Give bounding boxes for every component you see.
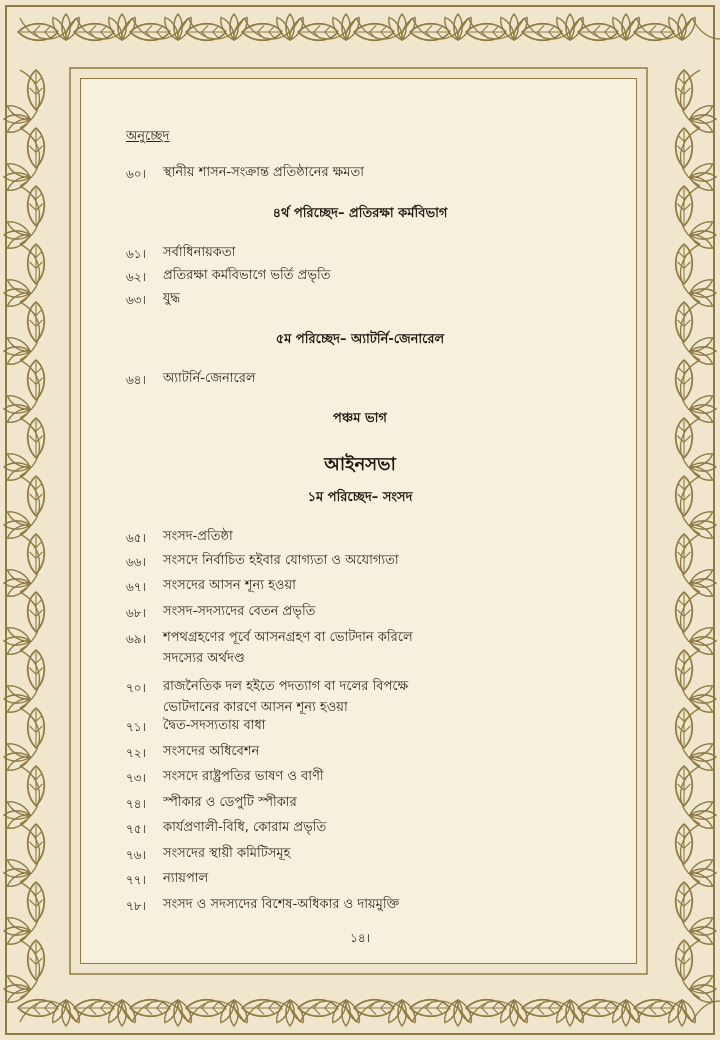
chapter-heading: ৪র্থ পরিচ্ছেদ– প্রতিরক্ষা কর্মবিভাগ: [272, 206, 448, 221]
item-text: রাজনৈতিক দল হইতে পদত্যাগ বা দলের বিপক্ষে: [163, 679, 409, 694]
item-number: ৭৪।: [126, 797, 146, 811]
item-text: স্পীকার ও ডেপুটি স্পীকার: [163, 795, 297, 810]
item-text: অ্যাটর্নি-জেনারেল: [163, 371, 256, 386]
item-number: ৬০।: [126, 167, 146, 181]
item-text: সংসদ-প্রতিষ্ঠা: [163, 529, 233, 544]
item-text: শপথগ্রহণের পূর্বে আসনগ্রহণ বা ভোটদান করিলে: [163, 630, 413, 645]
item-text: যুদ্ধ: [163, 291, 181, 306]
item-number: ৭৫।: [126, 822, 146, 836]
item-text: স্থানীয় শাসন-সংক্রান্ত প্রতিষ্ঠানের ক্ষমতা: [163, 165, 365, 180]
item-text: সংসদের আসন শূন্য হওয়া: [163, 578, 296, 593]
part-heading: পঞ্চম ভাগ: [333, 411, 387, 426]
item-text: সংসদের অধিবেশন: [163, 744, 260, 759]
item-text: দ্বৈত-সদস্যতায় বাধা: [163, 718, 266, 733]
item-text: সংসদ ও সদস্যদের বিশেষ-অধিকার ও দায়মুক্তি: [163, 897, 400, 912]
item-number: ৬৫।: [126, 531, 146, 545]
item-number: ৭৩।: [126, 771, 146, 785]
item-text-continued: ভোটদানের কারণে আসন শূন্য হওয়া: [163, 700, 348, 715]
item-number: ৭৭।: [126, 873, 146, 887]
item-number: ৬১।: [126, 247, 146, 261]
chapter-heading: ১ম পরিচ্ছেদ– সংসদ: [307, 490, 413, 505]
page-number: ১৪।: [350, 931, 370, 945]
item-number: ৭৮।: [126, 899, 146, 913]
item-text: ন্যায়পাল: [163, 871, 209, 886]
item-number: ৬৮।: [126, 606, 146, 620]
item-text: সংসদের স্থায়ী কমিটিসমূহ: [163, 846, 291, 861]
item-number: ৭৬।: [126, 848, 146, 862]
item-text: সংসদে নির্বাচিত হইবার যোগ্যতা ও অযোগ্যতা: [163, 553, 399, 568]
item-number: ৬৯।: [126, 632, 146, 646]
item-number: ৬২।: [126, 270, 146, 284]
chapter-heading: ৫ম পরিচ্ছেদ– অ্যাটর্নি-জেনারেল: [275, 332, 445, 347]
item-number: ৭১।: [126, 720, 146, 734]
item-text-continued: সদস্যের অর্থদণ্ড: [163, 651, 245, 666]
item-number: ৬৪।: [126, 373, 146, 387]
item-text: কার্যপ্রণালী-বিধি, কোরাম প্রভৃতি: [163, 820, 327, 835]
section-heading: অনুচ্ছেদ: [126, 129, 170, 144]
item-number: ৬৩।: [126, 293, 146, 307]
item-number: ৭০।: [126, 681, 146, 695]
item-number: ৭২।: [126, 746, 146, 760]
item-text: সংসদে রাষ্ট্রপতির ভাষণ ও বাণী: [163, 769, 324, 784]
item-number: ৬৬।: [126, 555, 146, 569]
item-text: সর্বাধিনায়কতা: [163, 245, 236, 260]
item-text: প্রতিরক্ষা কর্মবিভাগে ভর্তি প্রভৃতি: [163, 268, 331, 283]
item-number: ৬৭।: [126, 580, 146, 594]
part-title: আইনসভা: [324, 454, 396, 475]
item-text: সংসদ-সদস্যদের বেতন প্রভৃতি: [163, 604, 316, 619]
